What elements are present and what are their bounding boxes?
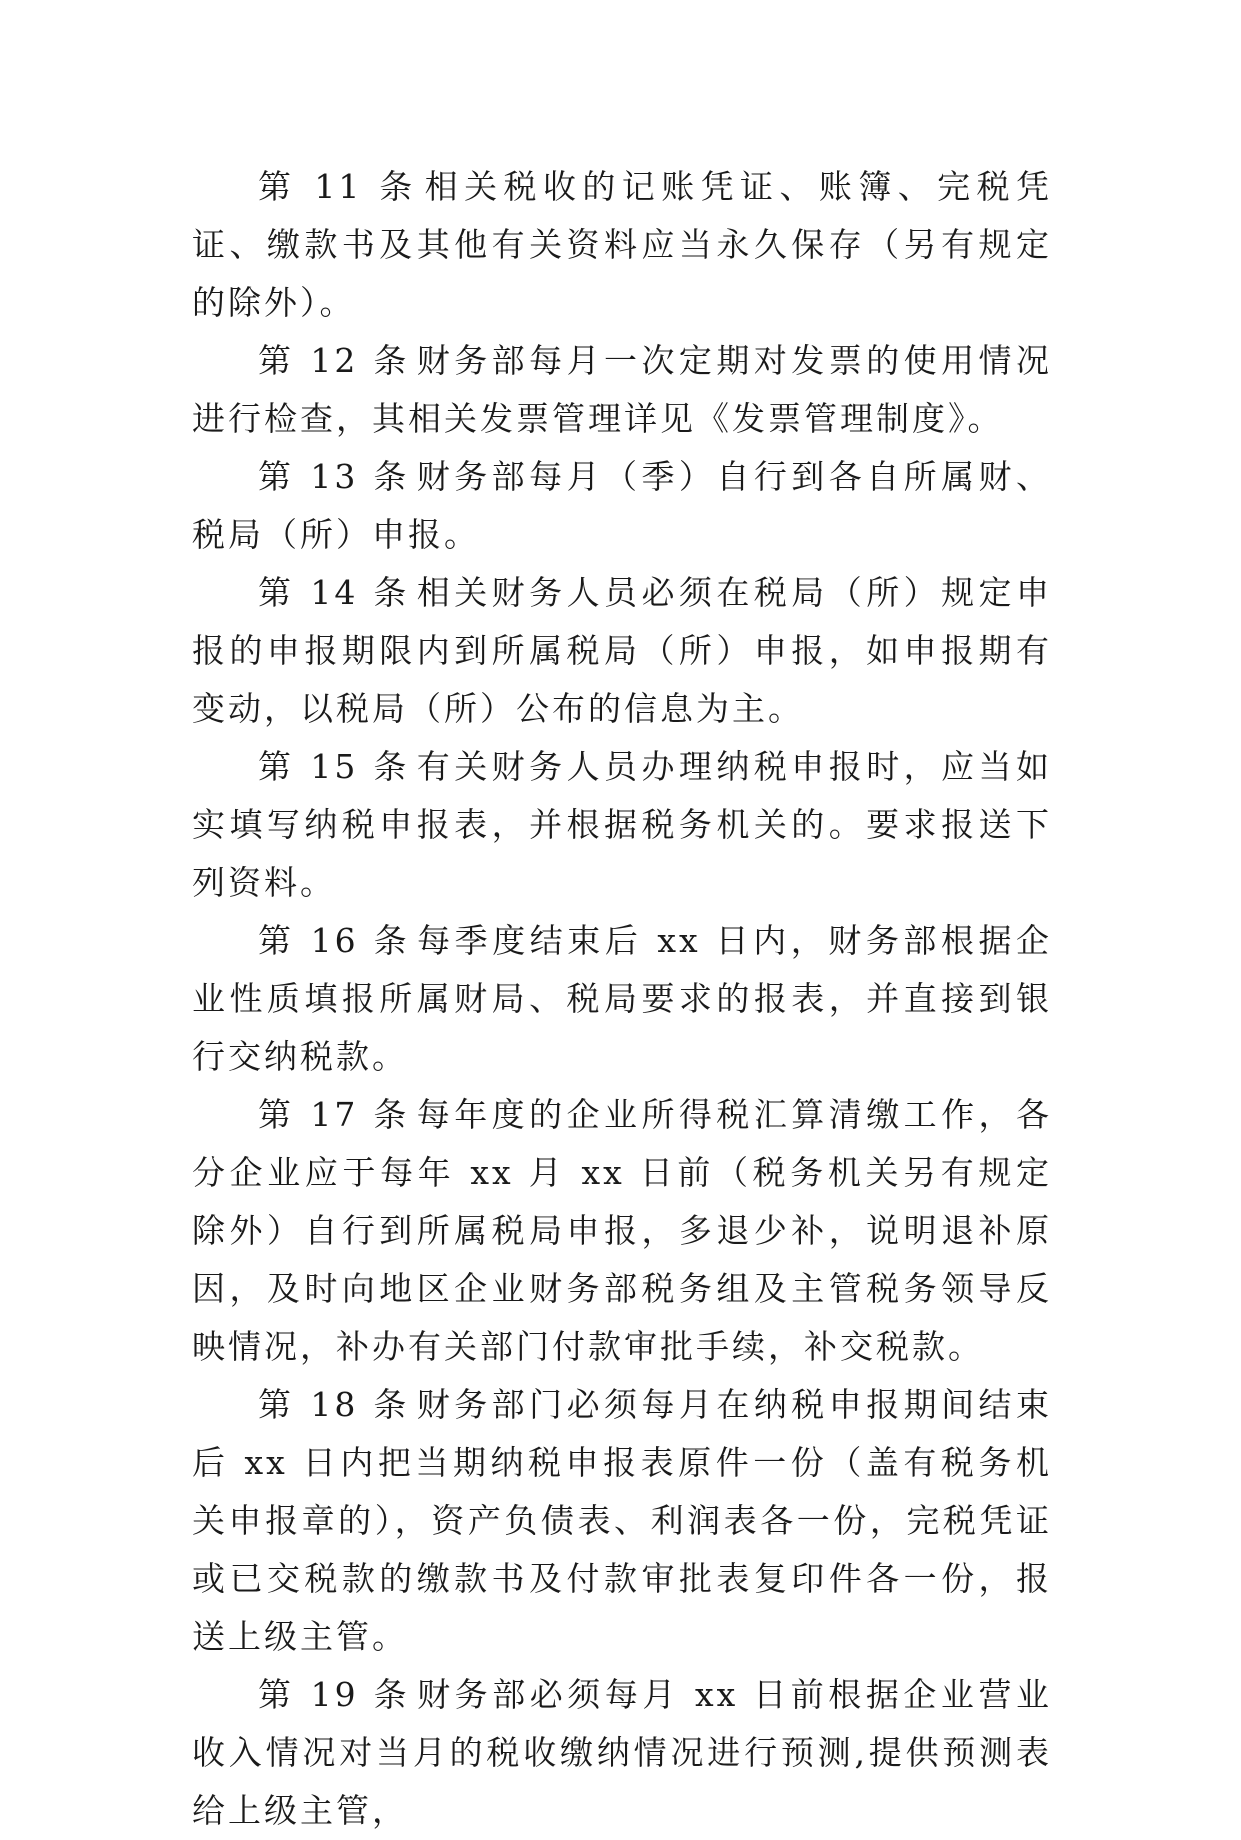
article-14 [192,564,1052,738]
article-12 [192,332,1052,448]
article-16 [192,912,1052,1086]
article-text: 相关财务人员必须在税局（所）规定申报的申报期限内到所属税局（所）申报，如申报期有变动，以税局（所）公布的信息为主。 [192,573,1052,728]
article-text: 每年度的企业所得税汇算清缴工作，各分企业应于每年 xx 月 xx 日前（税务机关另有规定除外）自行到所属税局申报，多退少补，说明退补原因，及时向地区企业财务部税务组及主管税务领导反映情况，补办有关部门付款审批手续，补交税款。 [192,1095,1052,1366]
article-text: 财务部每月（季）自行到各自所属财、税局（所）申报。 [192,457,1052,554]
article-19 [192,1666,1052,1840]
article-13 [192,448,1052,564]
article-18 [192,1376,1052,1666]
article-text: 有关财务人员办理纳税申报时，应当如实填写纳税申报表，并根据税务机关的。要求报送下列资料。 [192,747,1052,902]
article-text: 每季度结束后 xx 日内，财务部根据企业性质填报所属财局、税局要求的报表，并直接到银行交纳税款。 [192,921,1052,1076]
article-11 [192,158,1052,332]
article-label: 第 13 条 [258,457,411,496]
article-label: 第 11 条 [258,167,419,206]
article-label: 第 15 条 [258,747,411,786]
article-label: 第 19 条 [258,1675,412,1714]
article-label: 第 16 条 [258,921,412,960]
article-text: 财务部每月一次定期对发票的使用情况进行检查，其相关发票管理详见《发票管理制度》。 [192,341,1052,438]
document-body [192,158,1052,1840]
article-text: 财务部必须每月 xx 日前根据企业营业收入情况对当月的税收缴纳情况进行预测,提供预测表给上级主管， [192,1675,1052,1830]
article-label: 第 18 条 [258,1385,411,1424]
article-text: 财务部门必须每月在纳税申报期间结束后 xx 日内把当期纳税申报表原件一份（盖有税务机关申报章的），资产负债表、利润表各一份，完税凭证或已交税款的缴款书及付款审批表复印件各一份，报送上级主管。 [192,1385,1052,1656]
article-text: 相关税收的记账凭证、账簿、完税凭证、缴款书及其他有关资料应当永久保存（另有规定的除外）。 [192,167,1052,322]
article-15 [192,738,1052,912]
article-label: 第 14 条 [258,573,411,612]
article-17 [192,1086,1052,1376]
article-label: 第 17 条 [258,1095,411,1134]
article-label: 第 12 条 [258,341,411,380]
